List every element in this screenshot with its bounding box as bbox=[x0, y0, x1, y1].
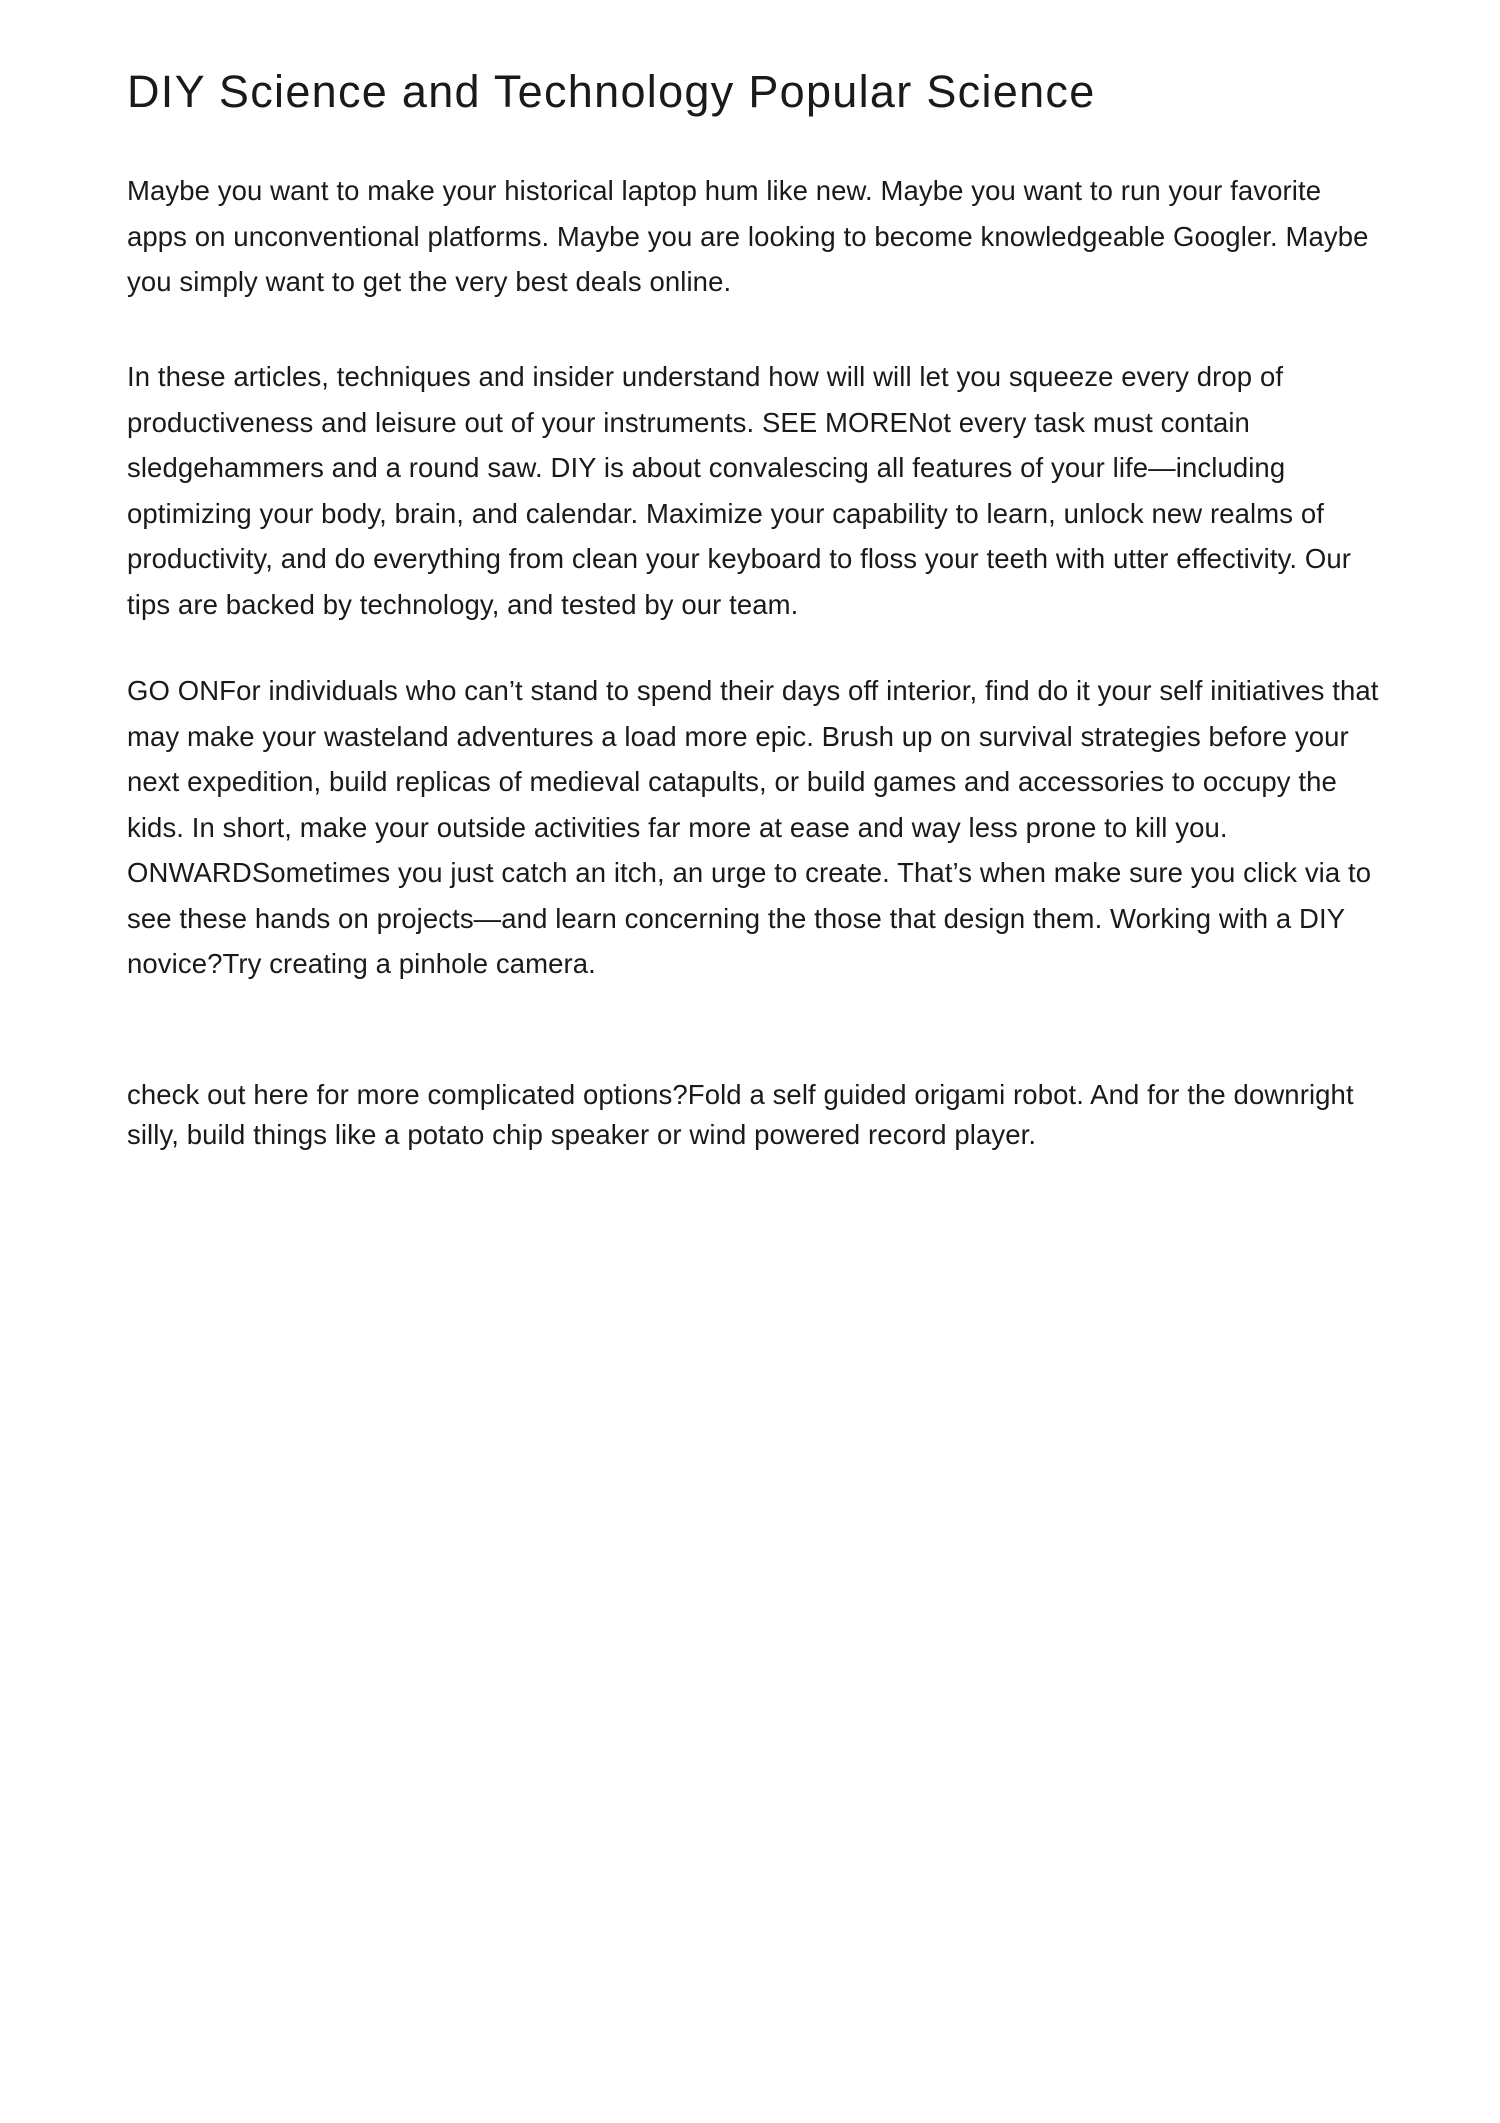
document-page bbox=[127, 62, 1387, 1150]
paragraph-intro: Maybe you want to make your historical laptop hum like new. Maybe you want to run your favorite apps on unconventional platforms. Maybe you are looking to become knowledgeable Googler. Maybe you simply want to get the very best deals online. bbox=[127, 175, 1369, 297]
page-title: DIY Science and Technology Popular Science bbox=[127, 66, 1096, 117]
paragraph-productivity: In these articles, techniques and insider understand how will will let you squeeze every drop of productiveness and leisure out of your instruments. SEE MORENot every task must contain sledgehammers and a round saw. DIY is about convalescing all features of your life—including optimizing your body, brain, and calendar. Maximize your capability to learn, unlock new realms of productivity, and do everything from clean your keyboard to floss your teeth with utter effectivity. Our tips are backed by technology, and tested by our team. bbox=[127, 361, 1352, 620]
paragraph-outdoors: GO ONFor individuals who can’t stand to spend their days off interior, find do it your self initiatives that may make your wasteland adventures a load more epic. Brush up on survival strategies before your next expedition, build replicas of medieval catapults, or build games and accessories to occupy the kids. In short, make your outside activities far more at ease and way less prone to kill you. ONWARDSometimes you just catch an itch, an urge to create. That’s when make sure you click via to see these hands on projects—and learn concerning the those that design them. Working with a DIY novice?Try creating a pinhole camera. bbox=[127, 675, 1379, 979]
paragraph-complicated-options: check out here for more complicated options?Fold a self guided origami robot. And for the downright silly, build things like a potato chip speaker or wind powered record player. bbox=[127, 1079, 1354, 1150]
